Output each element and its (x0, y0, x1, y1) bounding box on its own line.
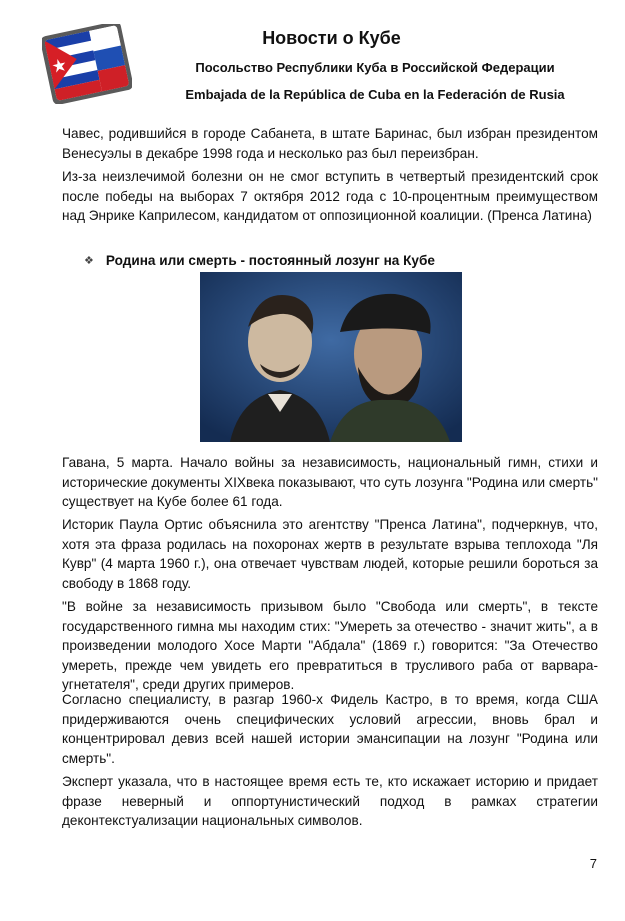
page-number: 7 (589, 856, 597, 871)
article-paragraph: Согласно специалисту, в разгар 1960-х Фидель Кастро, в то время, когда США придерживаются очень специфических условий агрессии, вновь брал и концентрировал девиз всей нашей истории эмансипации на лозунг "Родина или смерть". (62, 692, 598, 766)
subtitle-russian: Посольство Республики Куба в Российской Федерации (195, 60, 555, 75)
article-paragraph: Историк Паула Ортис объяснила это агентству "Пренса Латина", подчеркнув, что, хотя эта фраза родилась на похоронах жертв в результате взрыва теплохода "Ля Кувр" (4 марта 1960 г.), она отвечает чувствам людей, которые решили бороться за свободу в 1868 году. (62, 517, 598, 591)
diamond-bullet-icon: ❖ (84, 255, 94, 267)
article-paragraph: "В войне за независимость призывом было "Свобода или смерть", в тексте государственного гимна мы находим стих: "Умереть за отечество - значит жить", а в произведении молодого Хосе Марти "Абдала" (1869 г.) говорится: "За Отечество умереть, прежде чем увидеть его превратиться в трусливого раба от варвара-угнетателя", среди других примеров. (62, 599, 598, 692)
article-paragraph: Эксперт указала, что в настоящее время есть те, кто искажает историю и придает фразе неверный и оппортунистический подход в рамках стратегии деконтекстуализации национальных символов. (62, 774, 598, 828)
subtitle-spanish: Embajada de la República de Cuba en la Federación de Rusia (185, 87, 565, 102)
intro-paragraph: Чавес, родившийся в городе Сабанета, в штате Баринас, был избран президентом Венесуэлы в декабре 1998 года и несколько раз был переизбран. (62, 126, 598, 161)
intro-paragraph: Из-за неизлечимой болезни он не смог вступить в четвертый президентский срок после победы на выборах 7 октября 2012 года с 10-процентным преимуществом над Энрике Каприлесом, кандидатом от оппозиционной коалиции. (Пренса Латина) (62, 169, 598, 223)
article-paragraph: Гавана, 5 марта. Начало войны за независимость, национальный гимн, стихи и исторические документы XIXвека показывают, что суть лозунга "Родина или смерть" существует на Кубе более 61 года. (62, 455, 598, 509)
article-heading: Родина или смерть - постоянный лозунг на Кубе (105, 253, 435, 268)
portrait-photo (200, 272, 462, 442)
article-heading-row (84, 253, 435, 268)
page-title: Новости о Кубе (262, 28, 401, 48)
